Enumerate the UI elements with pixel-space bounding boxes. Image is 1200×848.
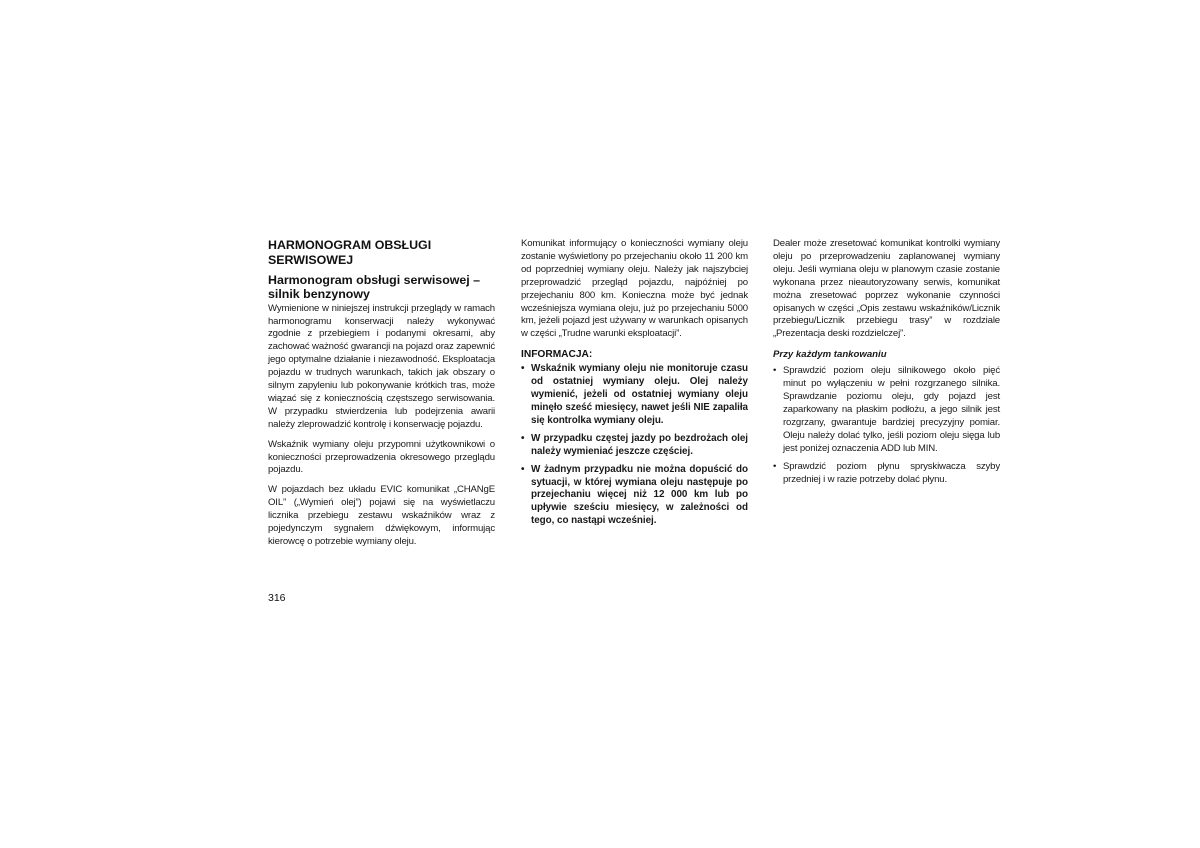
list-item-text: W żadnym przypadku nie można dopuścić do sytuacji, w której wymiana oleju następuje po przejechaniu więcej niż 12 000 km lub po upływie sześciu miesięcy, w zależności od tego, co nastąpi wcześniej.	[531, 463, 748, 527]
list-item-text: Wskaźnik wymiany oleju nie monitoruje czasu od ostatniej wymiany oleju. Olej należy wymienić, jeżeli od ostatniej wymiany oleju minęło sześć miesięcy, nawet jeśli NIE zapaliła się kontrolka wymiany oleju.	[531, 363, 748, 426]
column-middle	[521, 238, 748, 533]
paragraph: Wymienione w niniejszej instrukcji przeglądy w ramach harmonogramu konserwacji należy wykonywać zgodnie z przebiegiem i podanymi okresami, aby zachować ważność gwarancji na pojazd oraz zapewnić jego optymalne działanie i niezawodność. Eksploatacja pojazdu w trudnych warunkach, takich jak obszary o silnym zapyleniu lub pokonywanie krótkich tras, może wiązać się z koniecznością częstszego serwisowania. W przypadku stwierdzenia lub podejrzenia awarii należy zleprowadzić kontrolę i konserwację pojazdu.	[268, 302, 495, 430]
paragraph: Dealer może zresetować komunikat kontrolki wymiany oleju po przeprowadzeniu zaplanowanej wymiany oleju. Jeśli wymiana oleju w planowym czasie zostanie wykonana przez nieautoryzowany serwis, komunikat można zresetować poprzez wykonanie czynności opisanych w części „Opis zestawu wskaźników/Licznik przebiegu/Licznik przebiegu trasy” w rozdziale „Prezentacja deski rozdzielczej”.	[773, 238, 1000, 340]
list-item	[773, 461, 1000, 487]
list-item	[521, 363, 748, 428]
paragraph: W pojazdach bez układu EVIC komunikat „CHANgE OIL” („Wymień olej”) pojawi się na wyświetlaczu licznika przebiegu zestawu wskaźników wraz z pojedynczym sygnałem dźwiękowym, informując kierowcę o potrzebie wymiany oleju.	[268, 484, 495, 547]
column-left	[268, 238, 495, 556]
paragraph: Komunikat informujący o konieczności wymiany oleju zostanie wyświetlony po przejechaniu około 11 200 km od poprzedniej wymiany oleju. Należy jak najszybciej przeprowadzić przegląd pojazdu, najpóźniej po przejechaniu 800 km. Konieczna może być jednak wcześniejsza wymiana oleju, już po przejechaniu 5000 km, jeżeli pojazd jest używany w warunkach opisanych w części „Trudne warunki eksploatacji”.	[521, 238, 748, 340]
bullet-icon: •	[521, 432, 525, 444]
paragraph: Wskaźnik wymiany oleju przypomni użytkownikowi o konieczności przeprowadzenia okresowego przeglądu pojazdu.	[268, 438, 495, 476]
italic-heading: Przy każdym tankowaniu	[773, 349, 887, 361]
bullet-icon: •	[521, 463, 525, 475]
note-list	[521, 363, 748, 528]
bullet-icon: •	[521, 363, 525, 375]
bullet-icon: •	[773, 365, 777, 377]
column-right	[773, 238, 1000, 491]
list-item	[521, 464, 748, 529]
subsection-title: Harmonogram obsługi serwisowej – silnik benzynowy	[268, 273, 481, 302]
bullet-icon: •	[773, 460, 777, 472]
page-number: 316	[268, 592, 286, 604]
list-item	[773, 365, 1000, 455]
check-list	[773, 365, 1000, 486]
note-title: INFORMACJA:	[521, 349, 593, 361]
list-item-text: Sprawdzić poziom płynu spryskiwacza szyby przedniej i w razie potrzeby dolać płynu.	[783, 460, 1000, 485]
list-item	[521, 433, 748, 459]
list-item-text: Sprawdzić poziom oleju silnikowego około pięć minut po wyłączeniu w pełni rozgrzanego silnika. Sprawdzanie poziomu oleju, gdy pojazd jest zaparkowany na płaskim podłożu, a jego silnik jest rozgrzany, gwarantuje bardziej precyzyjny pomiar. Oleju należy dolać tylko, jeśli poziom oleju sięga lub jest poniżej oznaczenia ADD lub MIN.	[783, 365, 1000, 454]
list-item-text: W przypadku częstej jazdy po bezdrożach olej należy wymieniać jeszcze częściej.	[531, 432, 748, 457]
section-title: HARMONOGRAM OBSŁUGI SERWISOWEJ	[268, 238, 432, 267]
